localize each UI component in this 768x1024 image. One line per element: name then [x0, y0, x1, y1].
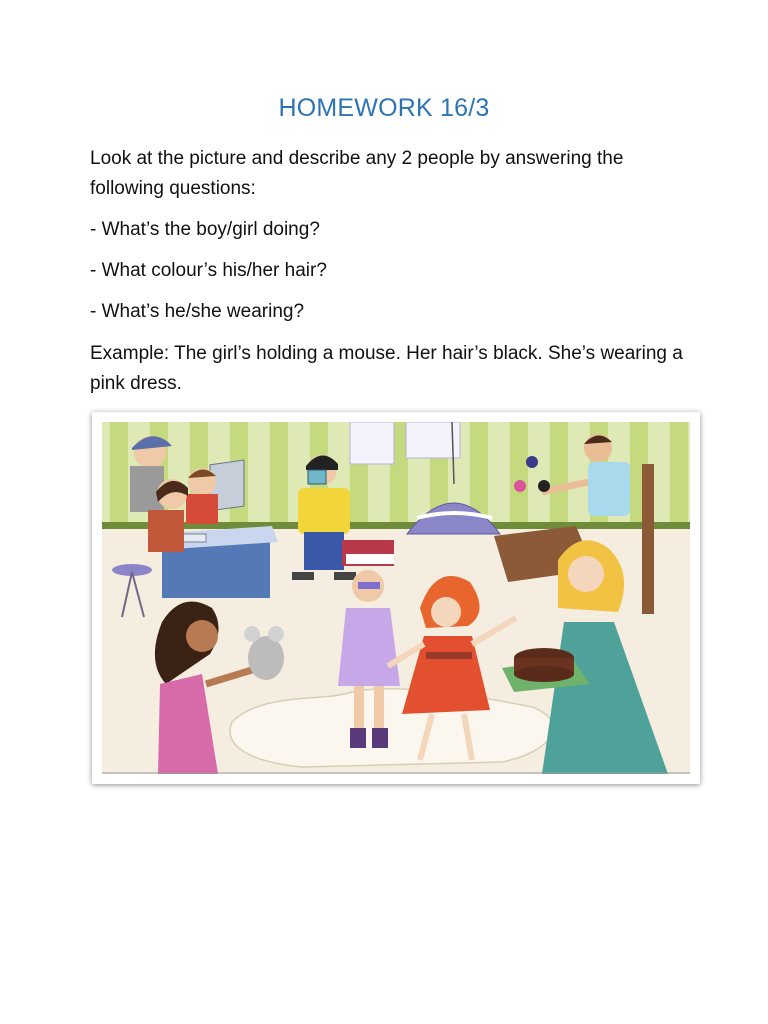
camera-icon [308, 470, 326, 484]
chair-back [642, 464, 654, 614]
toy-mouse [248, 636, 284, 680]
ball-1 [526, 456, 538, 468]
poster-1 [350, 422, 394, 464]
ball-2 [514, 480, 526, 492]
girl-purple-dress [338, 608, 400, 686]
illustration-frame [92, 412, 700, 784]
ball-3 [538, 480, 550, 492]
instruction-text: Look at the picture and describe any 2 people by answering the following questions: [90, 148, 624, 199]
page-title: HOMEWORK 16/3 [278, 94, 490, 122]
classroom-illustration [102, 422, 690, 774]
example-text: Example: The girl’s holding a mouse. Her hair’s black. She’s wearing a pink dress. [90, 343, 683, 394]
question-2: - What colour’s his/her hair? [90, 260, 327, 281]
question-3: - What’s he/she wearing? [90, 301, 305, 322]
question-1: - What’s the boy/girl doing? [90, 219, 320, 240]
